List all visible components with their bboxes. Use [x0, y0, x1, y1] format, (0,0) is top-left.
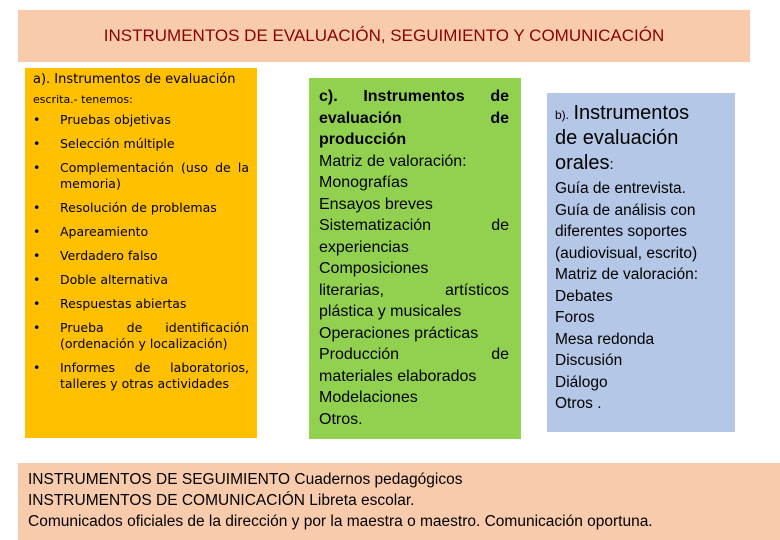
list-item	[33, 160, 249, 192]
section-a-heading-line2: escrita.- tenemos:	[33, 93, 133, 106]
page-title: INSTRUMENTOS DE EVALUACIÓN, SEGUIMIENTO Y COMUNICACIÓN	[103, 26, 665, 45]
list-item-text: Verdadero falso	[60, 248, 158, 263]
section-b-line: Matriz de valoración:	[555, 266, 699, 283]
section-c-line: experiencias	[319, 238, 409, 256]
section-b-line: Mesa redonda	[555, 330, 655, 348]
section-c-line: Monografías	[319, 174, 408, 191]
section-c-line: Producción de	[319, 346, 509, 363]
section-c-production-evaluation	[309, 78, 521, 439]
section-a-list	[33, 112, 249, 392]
section-c-line: Ensayos breves	[319, 195, 433, 213]
section-b-line: Guía de entrevista.	[555, 180, 686, 197]
bottom-line: INSTRUMENTOS DE SEGUIMIENTO Cuadernos pedagógicos	[28, 471, 463, 488]
section-b-prefix: b).	[555, 108, 570, 122]
list-item	[33, 136, 249, 152]
list-item	[33, 360, 249, 392]
bullet-icon: •	[33, 200, 41, 215]
list-item	[33, 272, 249, 288]
bottom-line: INSTRUMENTOS DE COMUNICACIÓN Libreta escolar.	[28, 492, 415, 509]
bullet-icon: •	[33, 136, 41, 151]
list-item-text: Respuestas abiertas	[60, 296, 187, 311]
section-c-line: Operaciones prácticas	[319, 324, 479, 342]
bullet-icon: •	[33, 224, 41, 239]
section-c-line: materiales elaborados	[319, 367, 477, 385]
list-item-text: Resolución de problemas	[60, 200, 217, 215]
bottom-line: Comunicados oficiales de la dirección y por la maestra o maestro. Comunicación oportuna.	[28, 513, 653, 530]
section-b-heading-part2: de evaluación	[555, 127, 679, 149]
bullet-icon: •	[33, 112, 41, 127]
section-b-heading	[555, 101, 729, 126]
section-b-line: Debates	[555, 287, 613, 305]
section-b-line: (audiovisual, escrito)	[555, 244, 698, 262]
section-b-line: Diálogo	[555, 373, 608, 391]
list-item-text: Informes de laboratorios, talleres y otras actividades	[60, 360, 249, 391]
bullet-icon: •	[33, 360, 41, 375]
section-b-line: Foros	[555, 309, 595, 326]
section-a-heading-line1: a). Instrumentos de evaluación	[33, 72, 236, 87]
section-b-line: Discusión	[555, 352, 623, 369]
section-c-line: Sistematización de	[319, 217, 509, 234]
section-c-line: Matriz de valoración:	[319, 152, 467, 170]
section-c-heading: c). Instrumentos de	[319, 88, 509, 105]
bullet-icon: •	[33, 160, 41, 175]
section-b-colon: :	[609, 156, 614, 173]
bullet-icon: •	[33, 320, 41, 335]
list-item-text: Doble alternativa	[60, 272, 169, 287]
section-a-written-evaluation	[25, 68, 257, 438]
section-b-line: Otros .	[555, 395, 602, 412]
section-b-heading-part1: Instrumentos	[573, 102, 690, 124]
section-c-heading: producción	[319, 131, 407, 148]
list-item	[33, 112, 249, 128]
section-c-line: plástica y musicales	[319, 303, 462, 320]
list-item-text: Complementación (uso de la memoria)	[60, 160, 249, 191]
title-banner	[18, 10, 750, 62]
section-b-heading-part3: orales	[555, 152, 610, 174]
bullet-icon: •	[33, 272, 41, 287]
list-item	[33, 224, 249, 240]
section-c-heading: evaluación de	[319, 109, 509, 127]
section-c-line: Modelaciones	[319, 389, 418, 406]
list-item	[33, 200, 249, 216]
list-item-text: Apareamiento	[60, 224, 149, 239]
section-b-oral-evaluation	[547, 93, 735, 432]
list-item-text: Selección múltiple	[60, 136, 175, 151]
section-c-line: Otros.	[319, 410, 363, 428]
section-c-line: literarias, artísticos	[319, 281, 509, 299]
bullet-icon: •	[33, 248, 41, 263]
list-item-text: Prueba de identificación (ordenación y localización)	[60, 320, 249, 351]
list-item-text: Pruebas objetivas	[60, 112, 171, 127]
list-item	[33, 320, 249, 352]
section-b-line: diferentes soportes	[555, 223, 687, 240]
bullet-icon: •	[33, 296, 41, 311]
section-b-line: Guía de análisis con	[555, 201, 696, 219]
section-c-line: Composiciones	[319, 260, 429, 277]
list-item	[33, 248, 249, 264]
list-item	[33, 296, 249, 312]
section-b-heading-line3	[555, 151, 729, 176]
bottom-tracking-communication	[18, 463, 780, 540]
section-b-lines	[555, 178, 729, 415]
